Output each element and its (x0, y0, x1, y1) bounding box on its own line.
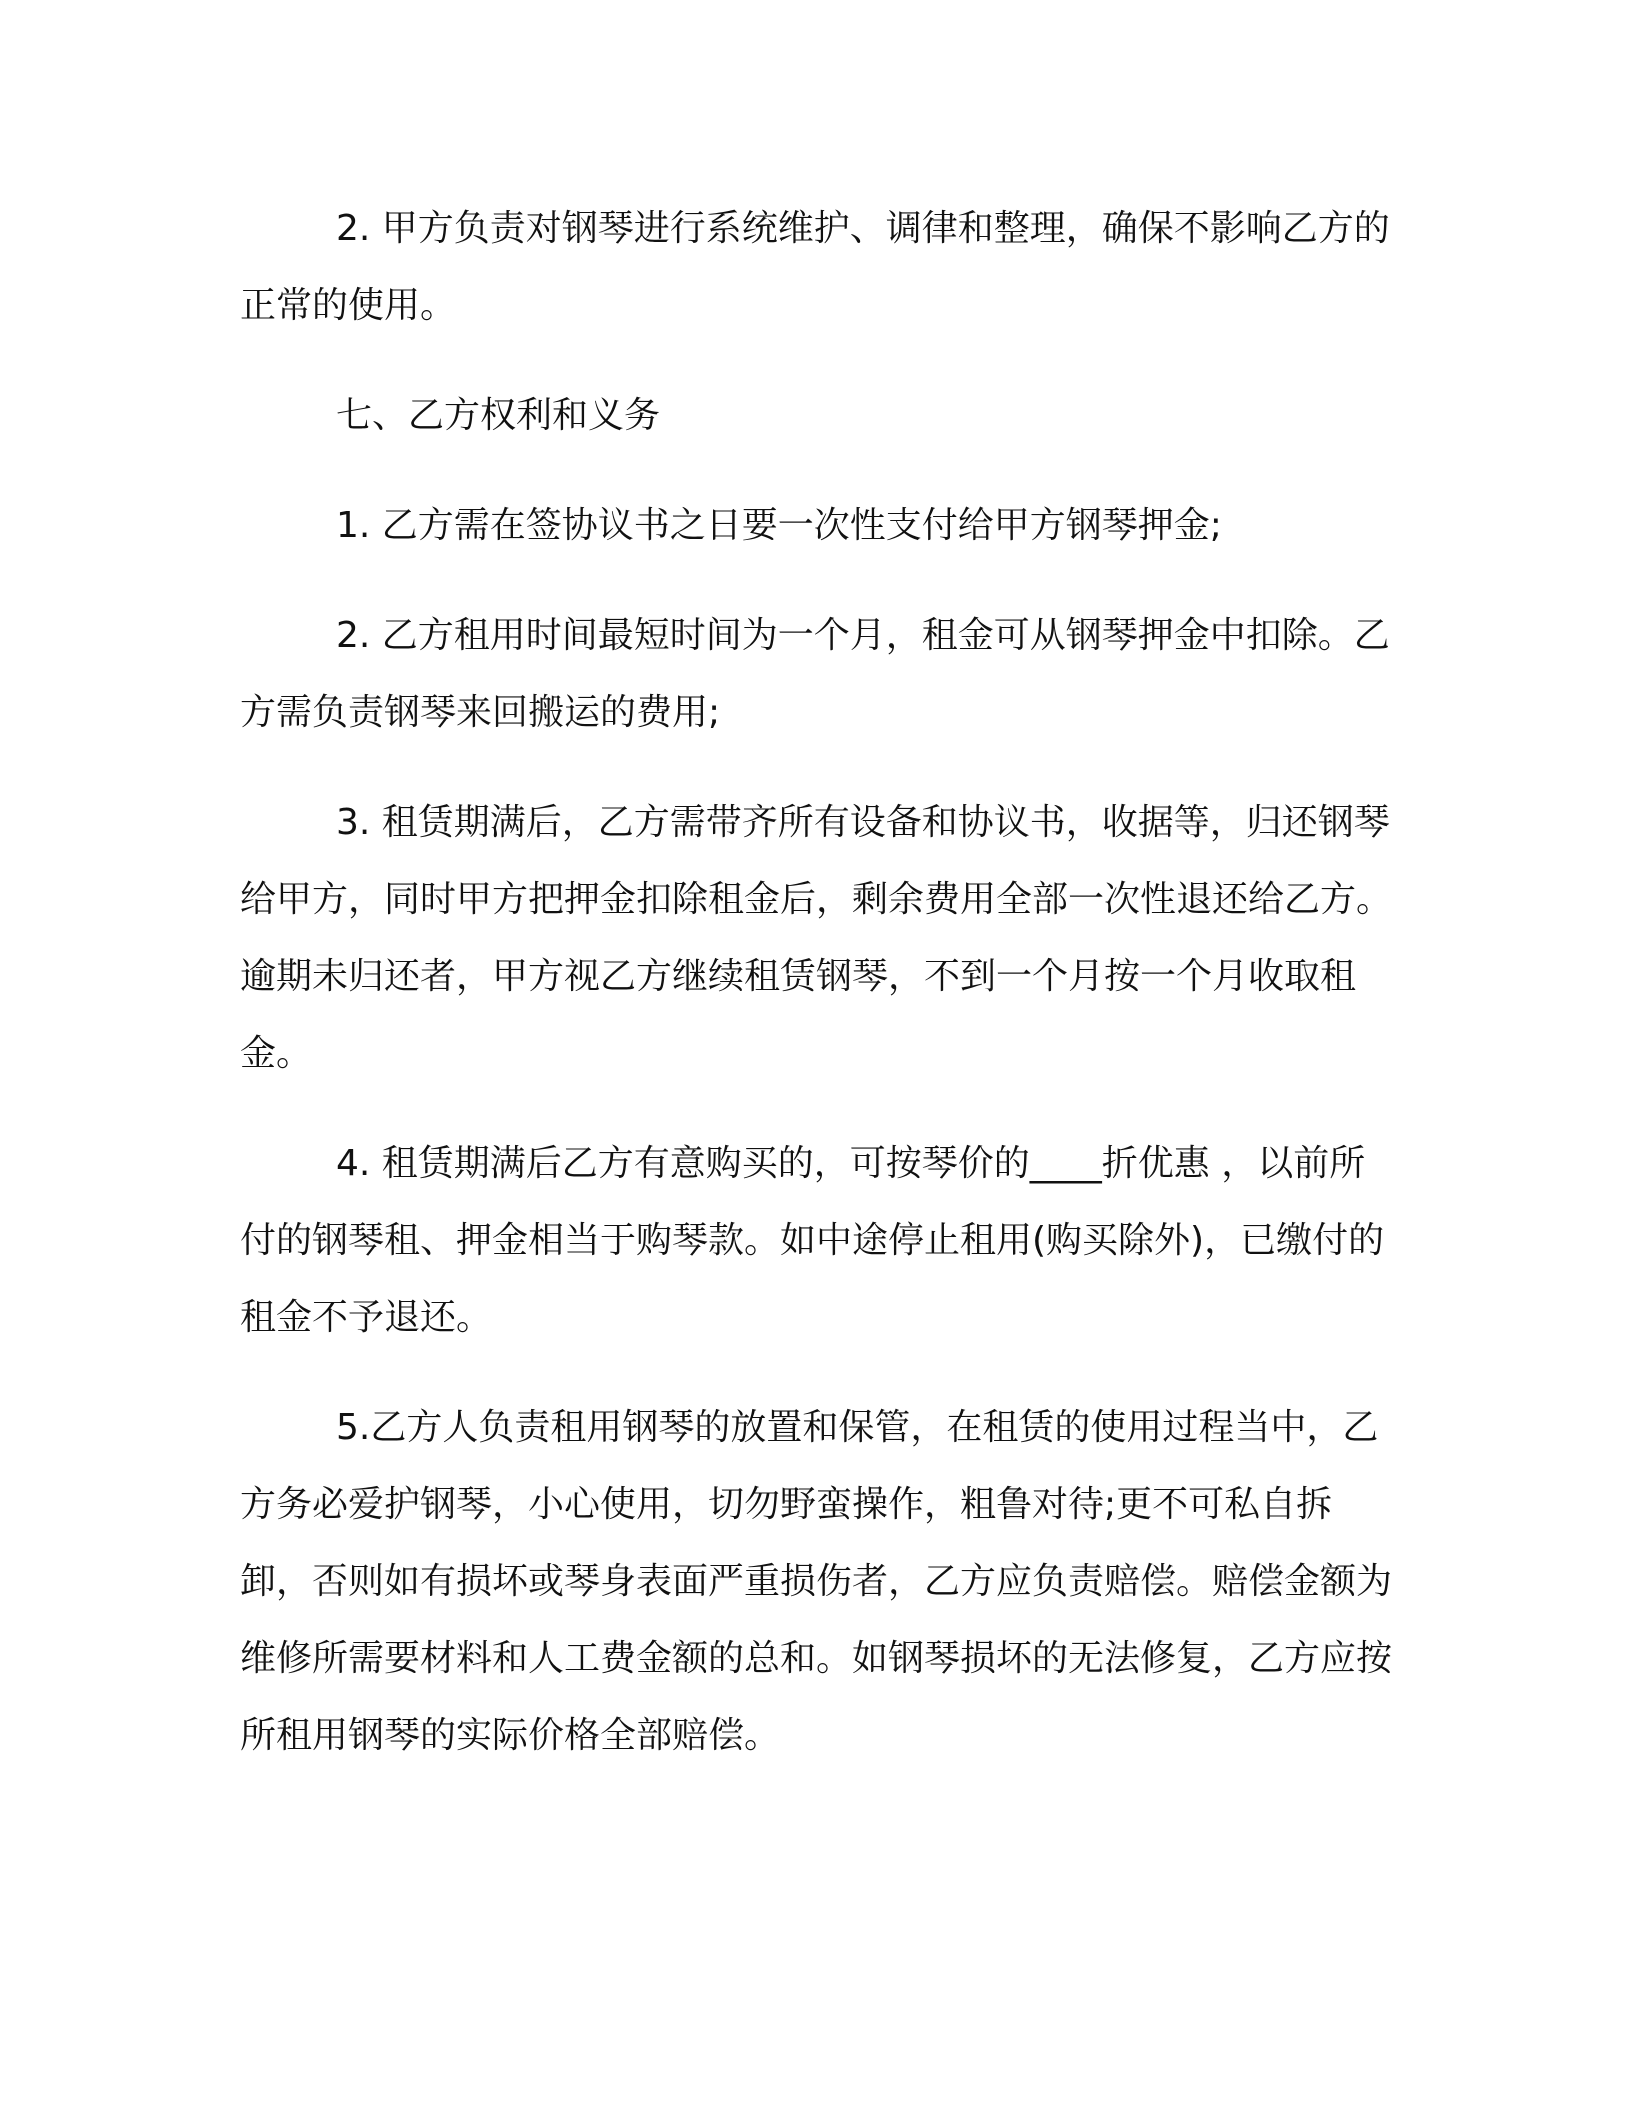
clause-7-2: 2. 乙方租用时间最短时间为一个月，租金可从钢琴押金中扣除。乙方需负责钢琴来回搬运的费用; (240, 615, 1390, 733)
clause-7-5: 5.乙方人负责租用钢琴的放置和保管，在租赁的使用过程当中，乙方务必爱护钢琴，小心使用，切勿野蛮操作，粗鲁对待;更不可私自拆卸，否则如有损坏或琴身表面严重损伤者，乙方应负责赔偿。赔偿金额为维修所需要材料和人工费金额的总和。如钢琴损坏的无法修复，乙方应按所租用钢琴的实际价格全部赔偿。 (240, 1407, 1393, 1756)
section-heading-7: 七、乙方权利和义务 (336, 395, 661, 436)
document-body (240, 190, 1392, 1807)
clause-6-2: 2. 甲方负责对钢琴进行系统维护、调律和整理，确保不影响乙方的正常的使用。 (240, 208, 1390, 326)
clause-7-4: 4. 租赁期满后乙方有意购买的，可按琴价的____折优惠 ，以前所付的钢琴租、押金相当于购琴款。如中途停止租用(购买除外)，已缴付的租金不予退还。 (240, 1143, 1385, 1338)
clause-7-3: 3. 租赁期满后，乙方需带齐所有设备和协议书，收据等，归还钢琴给甲方，同时甲方把押金扣除租金后，剩余费用全部一次性退还给乙方。逾期未归还者，甲方视乙方继续租赁钢琴，不到一个月按一个月收取租金。 (240, 802, 1393, 1074)
clause-7-1: 1. 乙方需在签协议书之日要一次性支付给甲方钢琴押金; (336, 505, 1222, 546)
